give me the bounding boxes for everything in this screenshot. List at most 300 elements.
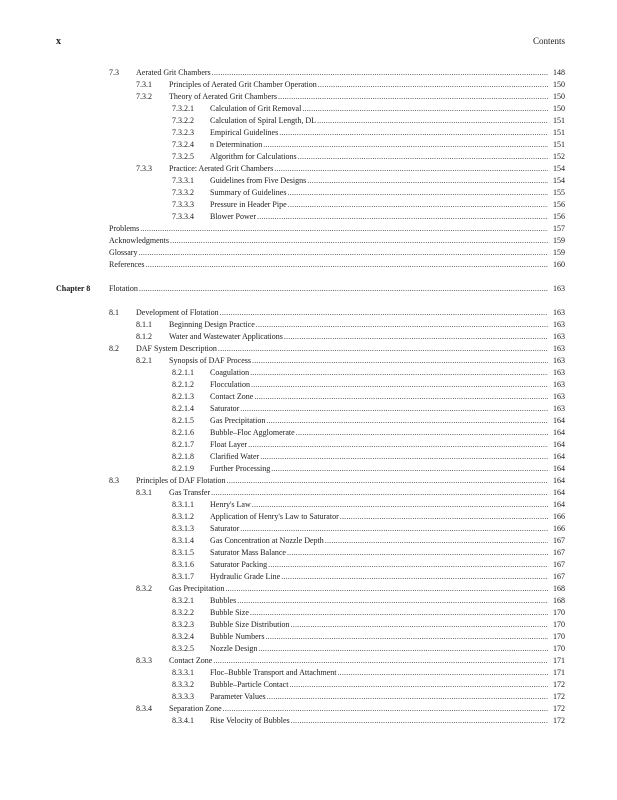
dot-leader bbox=[140, 223, 548, 235]
section-number: 8.3.3.2 bbox=[172, 680, 194, 689]
toc-entry-row bbox=[0, 391, 617, 403]
dot-leader bbox=[257, 211, 548, 223]
section-number: 8.3.1.5 bbox=[172, 548, 194, 557]
toc-entry-row bbox=[0, 211, 617, 223]
section-number: 8.2.1.4 bbox=[172, 404, 194, 413]
page-ref: 172 bbox=[553, 692, 565, 701]
toc-entry bbox=[109, 247, 565, 259]
toc-entry-row bbox=[0, 199, 617, 211]
toc-entry bbox=[210, 379, 565, 391]
section-title: Saturator Packing bbox=[210, 560, 268, 569]
toc-entry bbox=[210, 175, 565, 187]
toc-entry-row bbox=[0, 703, 617, 715]
toc-entry-row bbox=[0, 175, 617, 187]
section-title: Bubble Numbers bbox=[210, 632, 265, 641]
toc-entry bbox=[109, 259, 565, 271]
toc-entry-row bbox=[0, 475, 617, 487]
toc-entry bbox=[210, 427, 565, 439]
toc-entry bbox=[210, 679, 565, 691]
section-number: 8.3.2.3 bbox=[172, 620, 194, 629]
dot-leader bbox=[227, 475, 548, 487]
section-number: 7.3.2.3 bbox=[172, 128, 194, 137]
dot-leader bbox=[252, 499, 548, 511]
toc-entry-row bbox=[0, 487, 617, 499]
toc-entry-row bbox=[0, 511, 617, 523]
toc-entry bbox=[109, 235, 565, 247]
section-title: Floc–Bubble Transport and Attachment bbox=[210, 668, 337, 677]
dot-leader bbox=[252, 355, 548, 367]
toc-entry-row bbox=[0, 343, 617, 355]
section-title: Development of Flotation bbox=[136, 308, 219, 317]
toc-entry-row bbox=[0, 79, 617, 91]
dot-leader bbox=[220, 307, 548, 319]
dot-leader bbox=[212, 67, 548, 79]
page-ref: 156 bbox=[553, 212, 565, 221]
toc-entry-row bbox=[0, 499, 617, 511]
page-ref: 150 bbox=[553, 92, 565, 101]
section-number: 8.3 bbox=[109, 476, 119, 485]
page-ref: 155 bbox=[553, 188, 565, 197]
dot-leader bbox=[225, 583, 548, 595]
section-number: 8.2.1.8 bbox=[172, 452, 194, 461]
section-title: Calculation of Grit Removal bbox=[210, 104, 302, 113]
section-title: Saturator bbox=[210, 524, 240, 533]
section-title: Problems bbox=[109, 224, 140, 233]
dot-leader bbox=[223, 703, 548, 715]
page-ref: 164 bbox=[553, 476, 565, 485]
dot-leader bbox=[138, 247, 548, 259]
dot-leader bbox=[325, 535, 548, 547]
dot-leader bbox=[337, 667, 548, 679]
page-ref: 167 bbox=[553, 572, 565, 581]
toc-entry-row bbox=[0, 307, 617, 319]
dot-leader bbox=[251, 379, 548, 391]
section-number: 8.3.1.7 bbox=[172, 572, 194, 581]
page-ref: 164 bbox=[553, 464, 565, 473]
dot-leader bbox=[298, 151, 548, 163]
toc-entry-row bbox=[0, 655, 617, 667]
section-title: Gas Precipitation bbox=[210, 416, 266, 425]
page-ref: 171 bbox=[553, 656, 565, 665]
dot-leader bbox=[307, 175, 548, 187]
toc-entry bbox=[169, 163, 565, 175]
toc-entry-row bbox=[0, 619, 617, 631]
toc-entry bbox=[210, 199, 565, 211]
page-ref: 164 bbox=[553, 500, 565, 509]
page-ref: 154 bbox=[553, 176, 565, 185]
toc-entry bbox=[210, 643, 565, 655]
section-title: Bubble–Floc Agglomerate bbox=[210, 428, 295, 437]
toc-entry bbox=[210, 139, 565, 151]
section-title: Practice: Aerated Grit Chambers bbox=[169, 164, 274, 173]
section-number: 7.3.2.2 bbox=[172, 116, 194, 125]
section-title: Bubble–Particle Contact bbox=[210, 680, 289, 689]
toc-entry bbox=[169, 583, 565, 595]
page-ref: 164 bbox=[553, 488, 565, 497]
toc-entry bbox=[210, 367, 565, 379]
section-title: Henry's Law bbox=[210, 500, 251, 509]
page-ref: 150 bbox=[553, 80, 565, 89]
dot-leader bbox=[281, 571, 548, 583]
dot-leader bbox=[296, 427, 548, 439]
toc-entry-row bbox=[0, 571, 617, 583]
dot-leader bbox=[237, 595, 548, 607]
section-number: 8.3.1.6 bbox=[172, 560, 194, 569]
dot-leader bbox=[254, 391, 548, 403]
toc-entry bbox=[210, 451, 565, 463]
page-ref: 172 bbox=[553, 716, 565, 725]
section-number: 8.3.3.3 bbox=[172, 692, 194, 701]
toc-chapter-row bbox=[0, 283, 617, 295]
table-of-contents bbox=[0, 67, 617, 727]
section-title: Float Layer bbox=[210, 440, 248, 449]
dot-leader bbox=[284, 331, 548, 343]
page-ref: 170 bbox=[553, 620, 565, 629]
toc-entry bbox=[210, 415, 565, 427]
toc-entry bbox=[136, 307, 565, 319]
page-ref: 156 bbox=[553, 200, 565, 209]
toc-entry-row bbox=[0, 451, 617, 463]
toc-entry bbox=[210, 571, 565, 583]
dot-leader bbox=[260, 451, 548, 463]
section-number: 8.3.3.1 bbox=[172, 668, 194, 677]
chapter-label: Chapter 8 bbox=[56, 284, 91, 293]
dot-leader bbox=[240, 403, 548, 415]
toc-entry-row bbox=[0, 643, 617, 655]
dot-leader bbox=[170, 235, 548, 247]
section-title: Contact Zone bbox=[210, 392, 254, 401]
toc-entry-row bbox=[0, 103, 617, 115]
dot-leader bbox=[279, 127, 548, 139]
section-number: 8.3.1 bbox=[136, 488, 152, 497]
toc-entry bbox=[210, 463, 565, 475]
toc-entry-row bbox=[0, 559, 617, 571]
toc-entry-row bbox=[0, 331, 617, 343]
page-ref: 160 bbox=[553, 260, 565, 269]
dot-leader bbox=[139, 283, 548, 295]
section-title: References bbox=[109, 260, 145, 269]
dot-leader bbox=[263, 139, 548, 151]
toc-entry bbox=[136, 343, 565, 355]
section-number: 8.2.1.7 bbox=[172, 440, 194, 449]
section-title: Principles of DAF Flotation bbox=[136, 476, 226, 485]
dot-leader bbox=[218, 343, 548, 355]
dot-leader bbox=[256, 319, 548, 331]
section-title: Flotation bbox=[109, 284, 138, 293]
section-title: Saturator Mass Balance bbox=[210, 548, 286, 557]
toc-entry bbox=[210, 523, 565, 535]
section-title: Further Processing bbox=[210, 464, 271, 473]
section-title: Blower Power bbox=[210, 212, 256, 221]
section-number: 8.2.1.2 bbox=[172, 380, 194, 389]
section-number: 7.3.2.5 bbox=[172, 152, 194, 161]
page-ref: 163 bbox=[553, 368, 565, 377]
toc-entry-row bbox=[0, 415, 617, 427]
toc-entry bbox=[210, 607, 565, 619]
section-title: Pressure in Header Pipe bbox=[210, 200, 287, 209]
page-ref: 151 bbox=[553, 128, 565, 137]
section-title: Gas Precipitation bbox=[169, 584, 225, 593]
toc-entry bbox=[210, 391, 565, 403]
toc-entry bbox=[210, 691, 565, 703]
section-number: 8.2 bbox=[109, 344, 119, 353]
toc-entry bbox=[210, 499, 565, 511]
section-title: Gas Transfer bbox=[169, 488, 211, 497]
toc-entry bbox=[169, 331, 565, 343]
section-title: Flocculation bbox=[210, 380, 250, 389]
section-title: Beginning Design Practice bbox=[169, 320, 255, 329]
toc-entry-row bbox=[0, 151, 617, 163]
toc-entry bbox=[210, 151, 565, 163]
section-number: 8.1.1 bbox=[136, 320, 152, 329]
section-title: Aerated Grit Chambers bbox=[136, 68, 211, 77]
dot-leader bbox=[317, 115, 548, 127]
toc-entry-row bbox=[0, 247, 617, 259]
page-ref: 170 bbox=[553, 632, 565, 641]
toc-entry bbox=[210, 535, 565, 547]
toc-entry bbox=[169, 355, 565, 367]
dot-leader bbox=[240, 523, 548, 535]
section-title: Saturator bbox=[210, 404, 240, 413]
section-number: 8.2.1.6 bbox=[172, 428, 194, 437]
section-title: Rise Velocity of Bubbles bbox=[210, 716, 290, 725]
section-title: Bubble Size Distribution bbox=[210, 620, 290, 629]
dot-leader bbox=[267, 691, 548, 703]
section-number: 7.3 bbox=[109, 68, 119, 77]
toc-entry-row bbox=[0, 187, 617, 199]
dot-leader bbox=[291, 715, 548, 727]
toc-entry-row bbox=[0, 523, 617, 535]
toc-entry bbox=[210, 715, 565, 727]
toc-entry-row bbox=[0, 583, 617, 595]
page-ref: 164 bbox=[553, 416, 565, 425]
toc-entry bbox=[169, 487, 565, 499]
section-number: 7.3.2 bbox=[136, 92, 152, 101]
toc-entry-row bbox=[0, 715, 617, 727]
section-title: Algorithm for Calculations bbox=[210, 152, 297, 161]
page-ref: 163 bbox=[553, 380, 565, 389]
section-title: DAF System Description bbox=[136, 344, 217, 353]
section-number: 7.3.3.1 bbox=[172, 176, 194, 185]
dot-leader bbox=[278, 91, 548, 103]
section-title: Hydraulic Grade Line bbox=[210, 572, 281, 581]
page-ref: 157 bbox=[553, 224, 565, 233]
page-ref: 163 bbox=[553, 344, 565, 353]
dot-leader bbox=[340, 511, 548, 523]
toc-entry bbox=[210, 559, 565, 571]
section-number: 7.3.3.4 bbox=[172, 212, 194, 221]
toc-entry bbox=[136, 475, 565, 487]
page-ref: 163 bbox=[553, 332, 565, 341]
dot-leader bbox=[146, 259, 548, 271]
section-title: Gas Concentration at Nozzle Depth bbox=[210, 536, 324, 545]
section-title: Application of Henry's Law to Saturator bbox=[210, 512, 339, 521]
page-ref: 166 bbox=[553, 512, 565, 521]
toc-entry-row bbox=[0, 367, 617, 379]
page-number: x bbox=[56, 36, 61, 47]
page-ref: 150 bbox=[553, 104, 565, 113]
dot-leader bbox=[258, 643, 548, 655]
toc-entry bbox=[169, 655, 565, 667]
section-title: Parameter Values bbox=[210, 692, 266, 701]
toc-entry bbox=[169, 79, 565, 91]
page-ref: 166 bbox=[553, 524, 565, 533]
dot-leader bbox=[271, 463, 548, 475]
dot-leader bbox=[288, 199, 548, 211]
page-ref: 163 bbox=[553, 356, 565, 365]
toc-entry bbox=[169, 319, 565, 331]
toc-entry-row bbox=[0, 427, 617, 439]
toc-entry bbox=[210, 103, 565, 115]
toc-entry bbox=[210, 511, 565, 523]
page-ref: 172 bbox=[553, 704, 565, 713]
page-ref: 163 bbox=[553, 320, 565, 329]
page-ref: 163 bbox=[553, 308, 565, 317]
toc-entry-row bbox=[0, 235, 617, 247]
toc-entry-row bbox=[0, 403, 617, 415]
toc-entry bbox=[109, 283, 565, 295]
toc-entry-row bbox=[0, 535, 617, 547]
toc-entry-row bbox=[0, 547, 617, 559]
section-number: 8.3.1.2 bbox=[172, 512, 194, 521]
toc-entry-row bbox=[0, 91, 617, 103]
section-number: 8.3.3 bbox=[136, 656, 152, 665]
toc-entry bbox=[210, 403, 565, 415]
page-ref: 151 bbox=[553, 116, 565, 125]
dot-leader bbox=[287, 547, 548, 559]
toc-entry bbox=[210, 667, 565, 679]
section-title: Glossary bbox=[109, 248, 138, 257]
toc-entry-row bbox=[0, 607, 617, 619]
toc-entry bbox=[210, 631, 565, 643]
toc-entry-row bbox=[0, 691, 617, 703]
section-number: 8.3.4 bbox=[136, 704, 152, 713]
dot-leader bbox=[289, 679, 548, 691]
page-ref: 152 bbox=[553, 152, 565, 161]
toc-entry bbox=[169, 91, 565, 103]
toc-entry-row bbox=[0, 379, 617, 391]
toc-entry-row bbox=[0, 595, 617, 607]
section-title: Empirical Guidelines bbox=[210, 128, 279, 137]
page-ref: 164 bbox=[553, 440, 565, 449]
page-ref: 159 bbox=[553, 248, 565, 257]
toc-entry-row bbox=[0, 139, 617, 151]
section-number: 8.3.2.2 bbox=[172, 608, 194, 617]
dot-leader bbox=[274, 163, 548, 175]
section-number: 8.3.4.1 bbox=[172, 716, 194, 725]
toc-entry bbox=[210, 595, 565, 607]
section-number: 8.3.2.4 bbox=[172, 632, 194, 641]
section-number: 8.3.1.1 bbox=[172, 500, 194, 509]
section-title: Principles of Aerated Grit Chamber Operation bbox=[169, 80, 317, 89]
page-ref: 164 bbox=[553, 452, 565, 461]
toc-entry bbox=[136, 67, 565, 79]
page-ref: 167 bbox=[553, 548, 565, 557]
section-number: 7.3.1 bbox=[136, 80, 152, 89]
running-title: Contents bbox=[532, 36, 565, 46]
dot-leader bbox=[248, 439, 548, 451]
toc-entry-row bbox=[0, 679, 617, 691]
toc-entry-row bbox=[0, 439, 617, 451]
toc-entry bbox=[210, 439, 565, 451]
dot-leader bbox=[250, 367, 548, 379]
section-number: 7.3.2.4 bbox=[172, 140, 194, 149]
section-number: 8.3.1.4 bbox=[172, 536, 194, 545]
page-ref: 159 bbox=[553, 236, 565, 245]
section-title: Contact Zone bbox=[169, 656, 213, 665]
page-ref: 170 bbox=[553, 644, 565, 653]
dot-leader bbox=[213, 655, 548, 667]
section-title: Theory of Aerated Grit Chambers bbox=[169, 92, 277, 101]
page-ref: 168 bbox=[553, 596, 565, 605]
section-number: 7.3.2.1 bbox=[172, 104, 194, 113]
toc-entry-row bbox=[0, 67, 617, 79]
toc-entry bbox=[210, 187, 565, 199]
toc-entry-row bbox=[0, 631, 617, 643]
dot-leader bbox=[268, 559, 548, 571]
section-number: 8.2.1.1 bbox=[172, 368, 194, 377]
toc-entry-row bbox=[0, 127, 617, 139]
page-ref: 154 bbox=[553, 164, 565, 173]
section-number: 8.1 bbox=[109, 308, 119, 317]
toc-entry-row bbox=[0, 223, 617, 235]
section-number: 8.3.2 bbox=[136, 584, 152, 593]
page-ref: 171 bbox=[553, 668, 565, 677]
section-title: Coagulation bbox=[210, 368, 250, 377]
section-title: n Determination bbox=[210, 140, 263, 149]
page-ref: 168 bbox=[553, 584, 565, 593]
toc-entry bbox=[210, 115, 565, 127]
toc-entry bbox=[210, 619, 565, 631]
toc-entry-row bbox=[0, 163, 617, 175]
page-ref: 163 bbox=[553, 392, 565, 401]
dot-leader bbox=[318, 79, 548, 91]
section-title: Bubble Size bbox=[210, 608, 249, 617]
toc-entry-row bbox=[0, 667, 617, 679]
section-title: Water and Wastewater Applications bbox=[169, 332, 283, 341]
section-title: Guidelines from Five Designs bbox=[210, 176, 307, 185]
section-title: Summary of Guidelines bbox=[210, 188, 287, 197]
page-ref: 151 bbox=[553, 140, 565, 149]
dot-leader bbox=[266, 415, 548, 427]
section-number: 7.3.3.3 bbox=[172, 200, 194, 209]
toc-entry-row bbox=[0, 319, 617, 331]
section-number: 8.2.1.9 bbox=[172, 464, 194, 473]
section-number: 8.2.1.5 bbox=[172, 416, 194, 425]
section-number: 8.3.1.3 bbox=[172, 524, 194, 533]
toc-entry bbox=[169, 703, 565, 715]
page-ref: 170 bbox=[553, 608, 565, 617]
section-title: Nozzle Design bbox=[210, 644, 258, 653]
section-number: 8.2.1 bbox=[136, 356, 152, 365]
section-number: 7.3.3 bbox=[136, 164, 152, 173]
section-title: Synopsis of DAF Process bbox=[169, 356, 252, 365]
dot-leader bbox=[211, 487, 548, 499]
section-title: Separation Zone bbox=[169, 704, 222, 713]
dot-leader bbox=[250, 607, 548, 619]
section-title: Calculation of Spiral Length, DL bbox=[210, 116, 316, 125]
section-number: 7.3.3.2 bbox=[172, 188, 194, 197]
toc-entry bbox=[210, 547, 565, 559]
toc-entry-row bbox=[0, 259, 617, 271]
toc-entry-row bbox=[0, 463, 617, 475]
section-title: Acknowledgments bbox=[109, 236, 169, 245]
toc-entry-row bbox=[0, 355, 617, 367]
toc-entry-row bbox=[0, 115, 617, 127]
page-ref: 148 bbox=[553, 68, 565, 77]
page-ref: 164 bbox=[553, 428, 565, 437]
section-title: Clarified Water bbox=[210, 452, 260, 461]
